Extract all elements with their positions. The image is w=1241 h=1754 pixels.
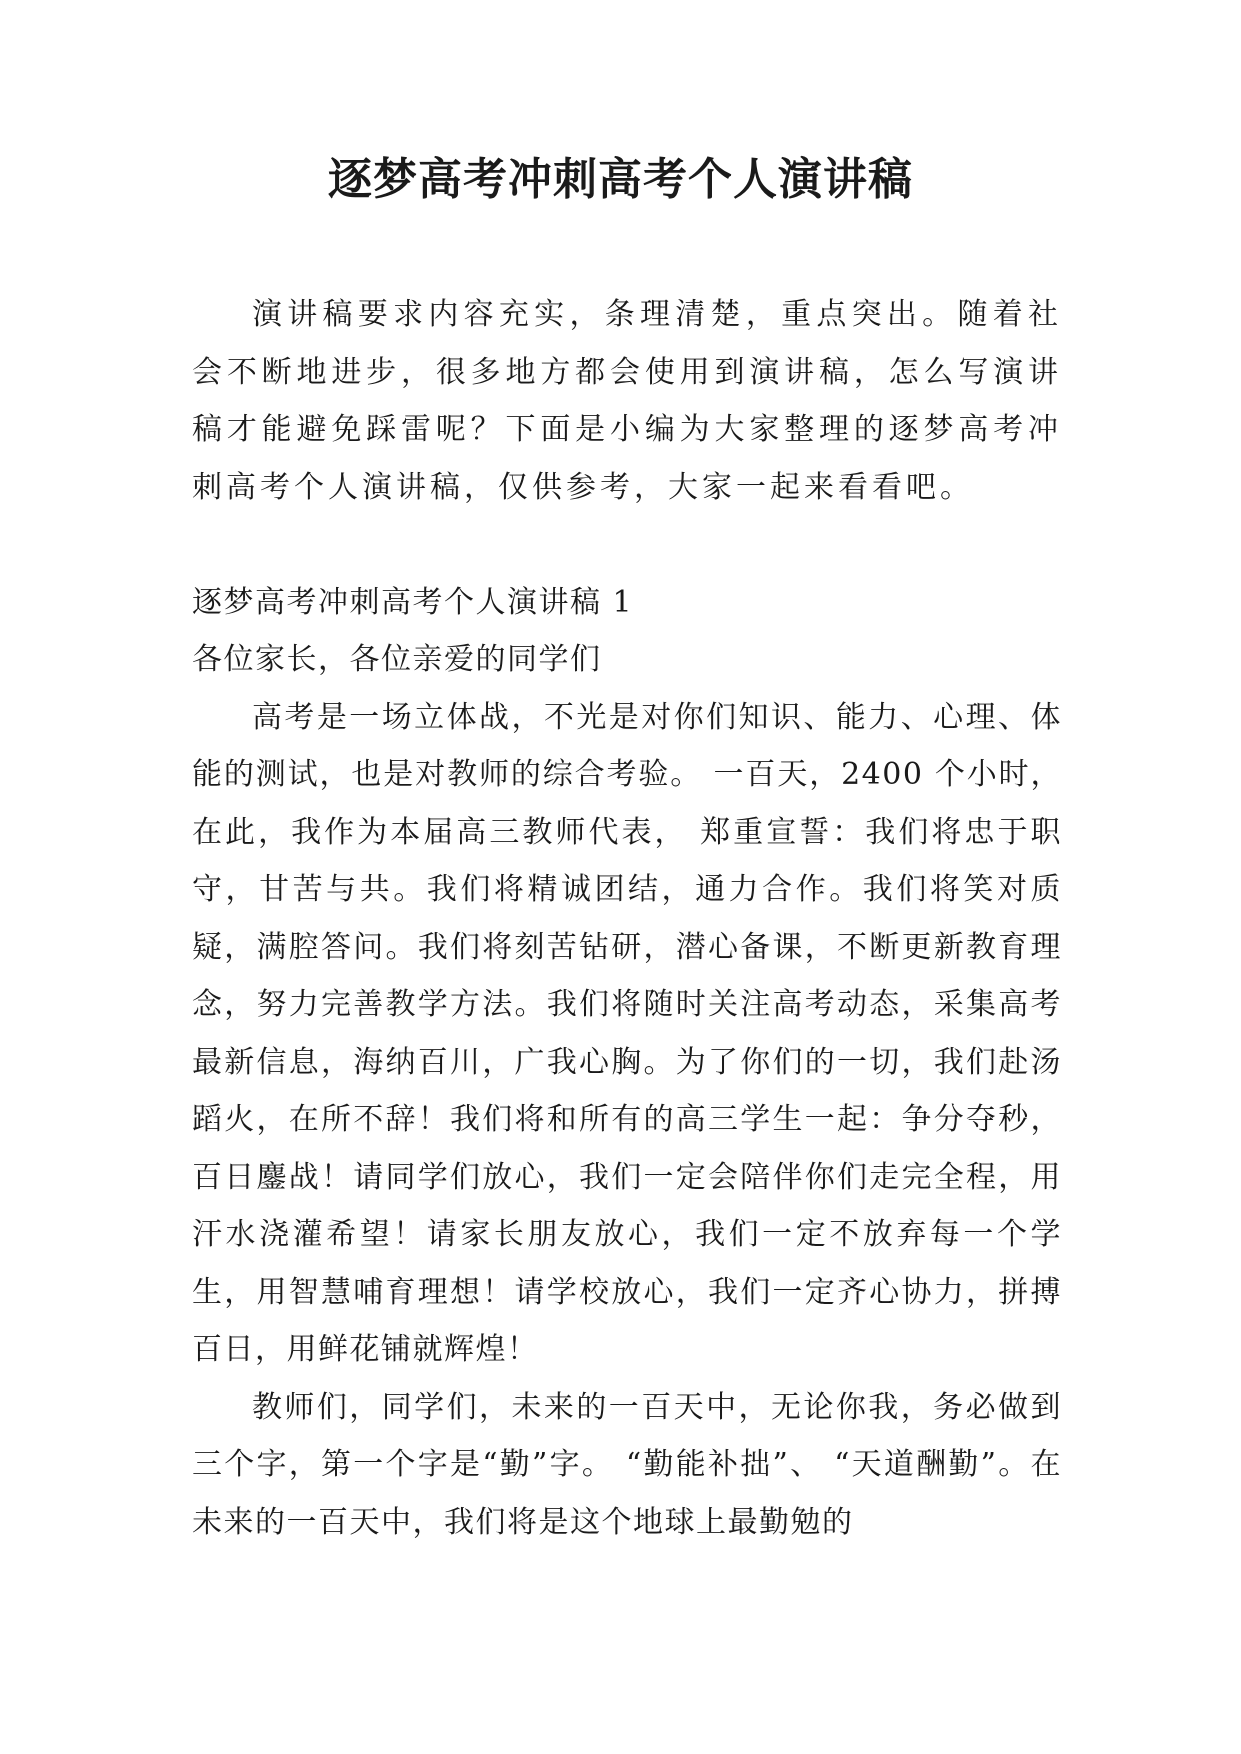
paragraph-gap bbox=[192, 516, 1062, 574]
document-body bbox=[192, 286, 1062, 1551]
document-title: 逐梦高考冲刺高考个人演讲稿 bbox=[328, 154, 913, 205]
body-paragraph-1: 高考是一场立体战，不光是对你们知识、能力、心理、体能的测试，也是对教师的综合考验。 一百天，2400 个小时，在此，我作为本届高三教师代表， 郑重宣誓：我们将忠于职守，甘苦与共。我们将精诚团结，通力合作。我们将笑对质疑，满腔答问。我们将刻苦钻研，潜心备课，不断更新教育理念，努力完善教学方法。我们将随时关注高考动态，采集高考最新信息，海纳百川，广我心胸。为了你们的一切，我们赴汤蹈火，在所不辞！我们将和所有的高三学生一起：争分夺秒，百日鏖战！请同学们放心，我们一定会陪伴你们走完全程，用汗水浇灌希望！请家长朋友放心，我们一定不放弃每一个学生，用智慧哺育理想！请学校放心，我们一定齐心协力，拼搏百日，用鲜花铺就辉煌！ bbox=[192, 699, 1062, 1367]
body-paragraph-2: 教师们，同学们，未来的一百天中，无论你我，务必做到三个字，第一个字是“勤”字。 “勤能补拙”、 “天道酬勤”。在未来的一百天中，我们将是这个地球上最勤勉的 bbox=[192, 1389, 1062, 1540]
intro-paragraph: 演讲稿要求内容充实，条理清楚，重点突出。随着社会不断地进步，很多地方都会使用到演讲稿，怎么写演讲稿才能避免踩雷呢？下面是小编为大家整理的逐梦高考冲刺高考个人演讲稿，仅供参考，大家一起来看看吧。 bbox=[192, 297, 1062, 505]
salutation: 各位家长，各位亲爱的同学们 bbox=[192, 642, 602, 677]
section-heading: 逐梦高考冲刺高考个人演讲稿 1 bbox=[192, 584, 634, 620]
